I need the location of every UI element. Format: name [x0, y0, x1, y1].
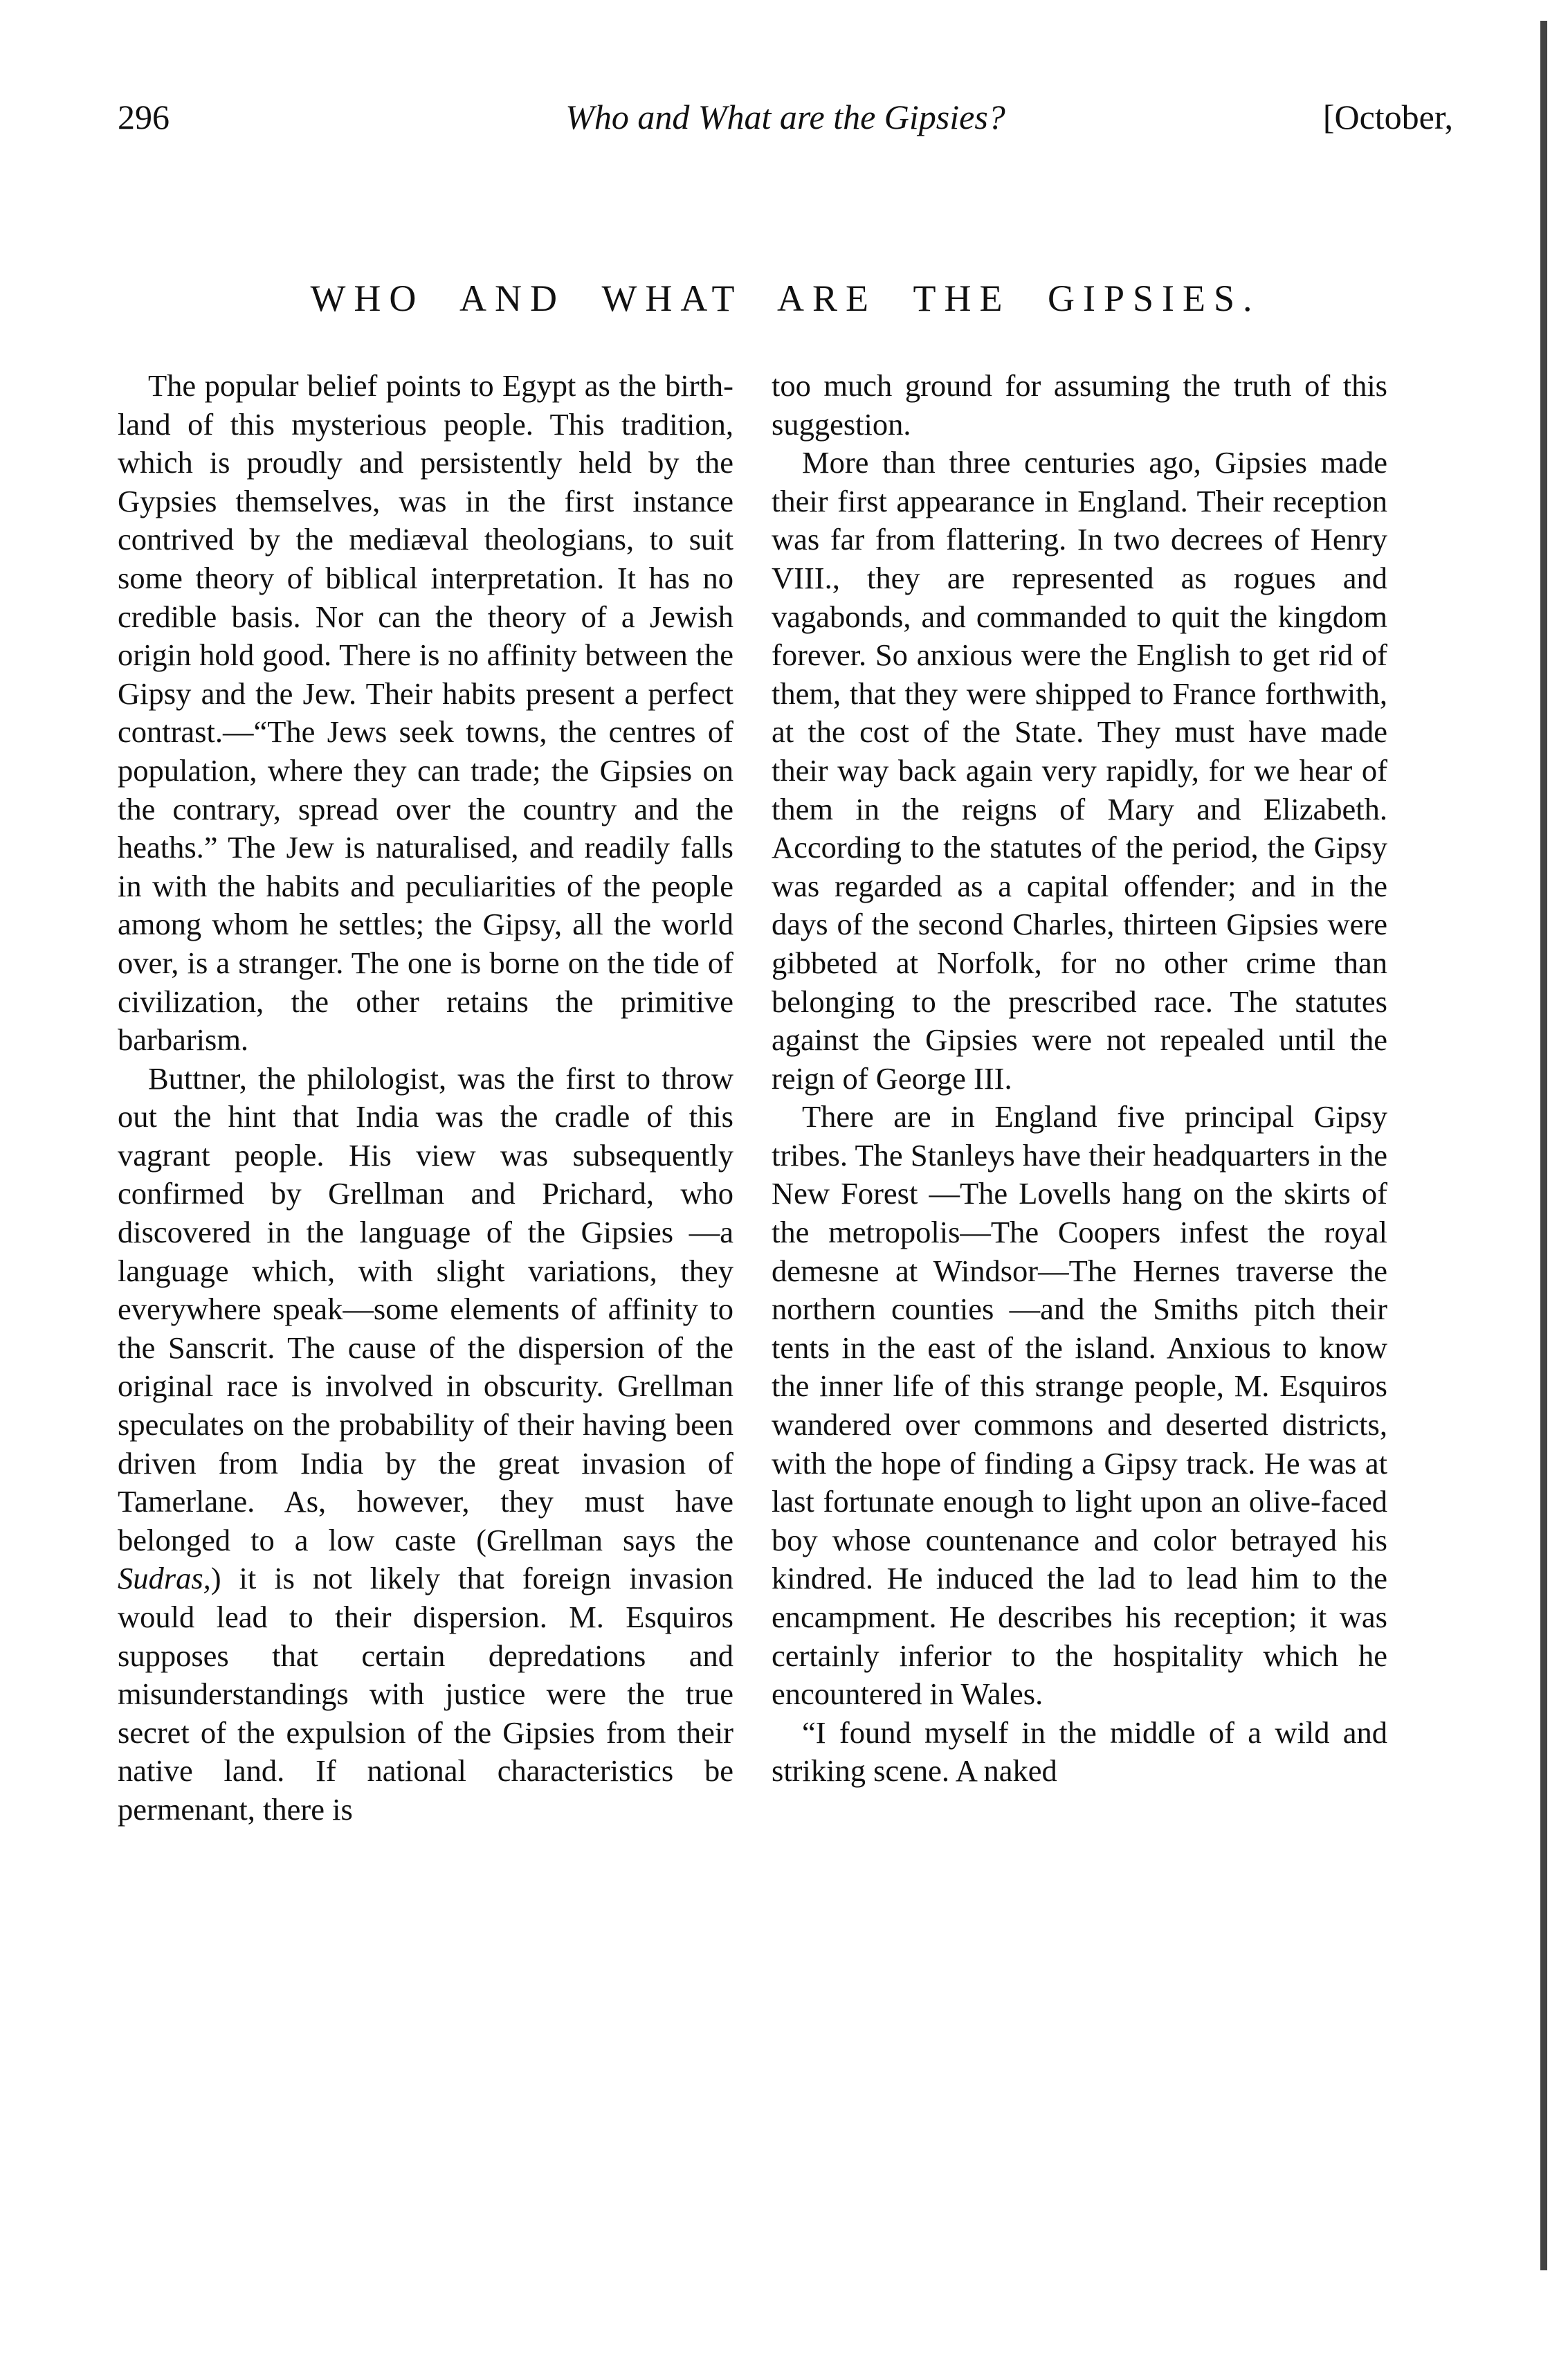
paragraph — [118, 1060, 733, 1829]
paragraph-continuation: too much ground for assuming the truth of this suggestion. — [772, 368, 1387, 442]
page-binding-edge — [1540, 21, 1547, 2270]
paragraph: More than three centuries ago, Gipsies made their first appearance in England. Their reception was far from flattering. In two decrees of Henry VIII., they are represented as rogues and vagabonds, and commanded to quit the kingdom forever. So anxious were the English to get rid of them, that they were shipped to France forthwith, at the cost of the State. They must have made their way back again very rapidly, for we hear of them in the reigns of Mary and Elizabeth. According to the statutes of the period, the Gipsy was regarded as a capital offender; and in the days of the second Charles, thirteen Gipsies were gibbeted at Norfolk, for no other crime than belonging to the prescribed race. The statutes against the Gipsies were not repealed until the reign of George III. — [772, 445, 1387, 1096]
left-column — [118, 367, 733, 1829]
running-title: Who and What are the Gipsies? — [565, 98, 1005, 136]
page-number: 296 — [118, 98, 170, 136]
paragraph-text: ) it is not likely that foreign invasion would lead to their dispersion. M. Esquiros supposes that certain depredations and misunderstandings with justice were the true secret of the expulsion of the Gipsies from their native land. If national characteristics be permenant, there is — [118, 1561, 733, 1827]
paragraph: The popular belief points to Egypt as the birth-land of this mysterious people. This tradition, which is proudly and persistently held by the Gypsies themselves, was in the first instance contrived by the mediæval theologians, to suit some theory of biblical interpretation. It has no credible basis. Nor can the theory of a Jewish origin hold good. There is no affinity between the Gipsy and the Jew. Their habits present a perfect contrast.—“The Jews seek towns, the centres of population, where they can trade; the Gipsies on the contrary, spread over the country and the heaths.” The Jew is naturalised, and readily falls in with the habits and peculiarities of the people among whom he settles; the Gipsy, all the world over, is a stranger. The one is borne on the tide of civilization, the other retains the primitive barbarism. — [118, 368, 733, 1058]
running-month: [October, — [1322, 98, 1453, 136]
right-column — [772, 367, 1387, 1791]
paragraph-text: Buttner, the philologist, was the first to throw out the hint that India was the cradle of this vagrant people. His view was subsequently confirmed by Grellman and Prichard, who discovered in the language of the Gipsies —a language which, with slight variations, they everywhere speak—some elements of affinity to the Sanscrit. The cause of the dispersion of the original race is involved in obscurity. Grellman speculates on the probability of their having been driven from India by the great invasion of Tamerlane. As, however, they must have belonged to a low caste (Grellman says the — [118, 1060, 733, 1557]
paragraph: There are in England five principal Gipsy tribes. The Stanleys have their headquarters in the New Forest —The Lovells hang on the skirts of the metropolis—The Coopers infest the royal demesne at Windsor—The Hernes traverse the northern counties —and the Smiths pitch their tents in the east of the island. Anxious to know the inner life of this strange people, M. Esquiros wandered over commons and deserted districts, with the hope of finding a Gipsy track. He was at last fortunate enough to light upon an olive-faced boy whose countenance and color betrayed his kindred. He induced the lad to lead him to the encampment. He describes his reception; it was certainly inferior to the hospitality which he encountered in Wales. — [772, 1099, 1387, 1712]
italic-term: Sudras, — [118, 1561, 211, 1596]
running-head — [118, 97, 1453, 152]
article-title: WHO AND WHAT ARE THE GIPSIES. — [310, 278, 1261, 319]
paragraph: “I found myself in the middle of a wild and striking scene. A naked — [772, 1715, 1387, 1789]
